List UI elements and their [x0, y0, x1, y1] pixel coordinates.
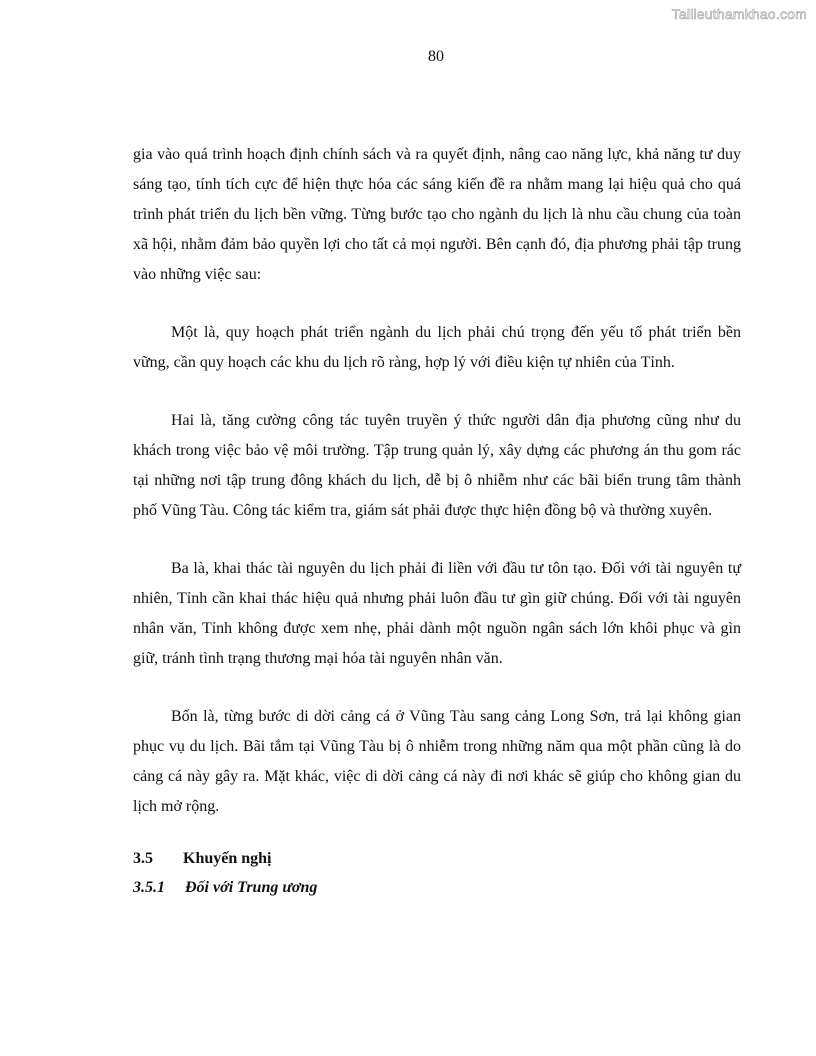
watermark: Tailieuthamkhao.com	[671, 6, 807, 22]
paragraph-continuation: gia vào quá trình hoạch định chính sách và ra quyết định, nâng cao năng lực, khả năng tư duy sáng tạo, tính tích cực để hiện thực hóa các sáng kiến đề ra nhằm mang lại hiệu quả cho quá trình phát triển du lịch bền vững. Từng bước tạo cho ngành du lịch là nhu cầu chung của toàn xã hội, nhằm đảm bảo quyền lợi cho tất cả mọi người. Bên cạnh đó, địa phương phải tập trung vào những việc sau:	[133, 146, 741, 283]
page-number: 80	[428, 48, 444, 65]
paragraph-point-four: Bốn là, từng bước di dời cảng cá ở Vũng Tàu sang cảng Long Sơn, trả lại không gian phục vụ du lịch. Bãi tắm tại Vũng Tàu bị ô nhiễm trong những năm qua một phần cũng là do cảng cá này gây ra. Mặt khác, việc di dời cảng cá này đi nơi khác sẽ giúp cho không gian du lịch mở rộng.	[133, 708, 741, 815]
section-title: Khuyến nghị	[183, 850, 272, 867]
document-body	[133, 140, 741, 902]
subsection-number: 3.5.1	[133, 879, 165, 896]
subsection-title: Đối với Trung ương	[185, 879, 318, 896]
section-heading	[133, 844, 741, 873]
subsection-heading	[133, 873, 741, 902]
paragraph-point-one: Một là, quy hoạch phát triển ngành du lịch phải chú trọng đến yếu tố phát triển bền vững, cần quy hoạch các khu du lịch rõ ràng, hợp lý với điều kiện tự nhiên của Tỉnh.	[133, 324, 741, 371]
paragraph-point-two: Hai là, tăng cường công tác tuyên truyền ý thức người dân địa phương cũng như du khách trong việc bảo vệ môi trường. Tập trung quản lý, xây dựng các phương án thu gom rác tại những nơi tập trung đông khách du lịch, dễ bị ô nhiễm như các bãi biển trung tâm thành phố Vũng Tàu. Công tác kiểm tra, giám sát phải được thực hiện đồng bộ và thường xuyên.	[133, 412, 741, 519]
section-number: 3.5	[133, 850, 153, 867]
paragraph-point-three: Ba là, khai thác tài nguyên du lịch phải đi liền với đầu tư tôn tạo. Đối với tài nguyên tự nhiên, Tỉnh cần khai thác hiệu quả nhưng phải luôn đầu tư gìn giữ chúng. Đối với tài nguyên nhân văn, Tỉnh không được xem nhẹ, phải dành một nguồn ngân sách lớn khôi phục và gìn giữ, tránh tình trạng thương mại hóa tài nguyên nhân văn.	[133, 560, 741, 667]
